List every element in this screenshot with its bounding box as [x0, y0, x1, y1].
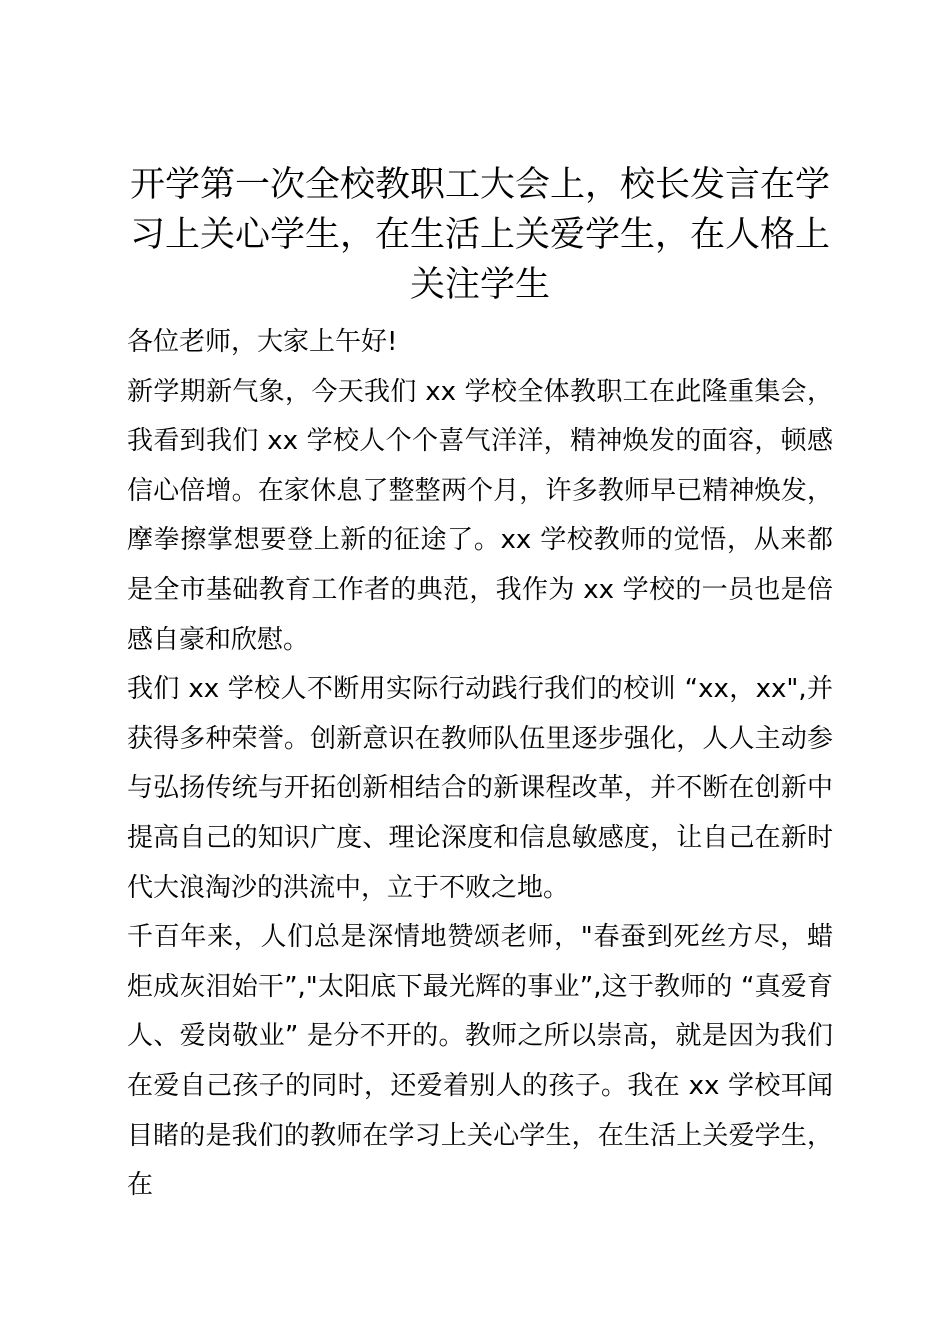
paragraph: 我们 xx 学校人不断用实际行动践行我们的校训 “xx，xx",并获得多种荣誉。创新意识在教师队伍里逐步强化，人人主动参与弘扬传统与开拓创新相结合的新课程改革，并不断在创新中提高自己的知识广度、理论深度和信息敏感度，让自己在新时代大浪淘沙的洪流中，立于不败之地。 [127, 674, 833, 903]
greeting-paragraph: 各位老师，大家上午好! [127, 327, 398, 357]
document-title: 开学第一次全校教职工大会上，校长发言在学习上关心学生，在生活上关爱学生，在人格上关注学生 [129, 165, 830, 305]
paragraph: 千百年来，人们总是深情地赞颂老师，"春蚕到死丝方尽，蜡炬成灰泪始干”,"太阳底下最光辉的事业”,这于教师的 “真爱育人、爱岗敬业” 是分不开的。教师之所以崇高，就是因为我们在爱自己孩子的同时，还爱着别人的孩子。我在 xx 学校耳闻目睹的是我们的教师在学习上关心学生，在生活上关爱学生，在 [127, 922, 833, 1201]
paragraph: 新学期新气象，今天我们 xx 学校全体教职工在此隆重集会，我看到我们 xx 学校人个个喜气洋洋，精神焕发的面容，顿感信心倍增。在家休息了整整两个月，许多教师早已精神焕发，摩拳擦掌想要登上新的征途了。xx 学校教师的觉悟，从来都是全市基础教育工作者的典范，我作为 xx 学校的一员也是倍感自豪和欣慰。 [127, 376, 833, 655]
document-body [127, 160, 833, 1211]
